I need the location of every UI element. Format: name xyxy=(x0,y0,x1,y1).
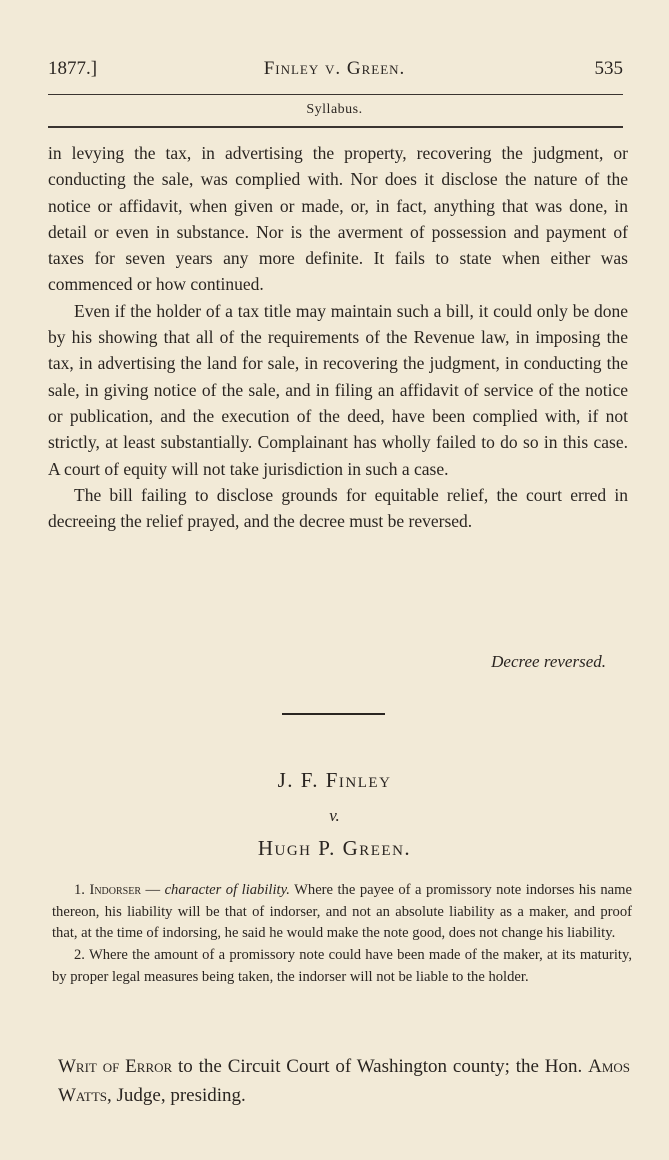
defendant-name: Hugh P. Green. xyxy=(257,836,412,860)
opinion-text xyxy=(48,140,628,534)
opinion-paragraph-3: The bill failing to disclose grounds for equitable relief, the court erred in decreeing the relief prayed, and the decree must be reversed. xyxy=(48,484,628,532)
headnote-1 xyxy=(52,880,632,945)
headnote-1-number: 1. xyxy=(74,882,85,898)
headnotes xyxy=(52,880,632,989)
judge-name: Amos Watts xyxy=(58,1056,630,1106)
writ-of-error-paragraph xyxy=(58,1052,630,1110)
writ-text-2: , Judge, presiding. xyxy=(107,1085,246,1106)
header-case-title: Finley v. Green. xyxy=(263,58,406,79)
case-separator-rule xyxy=(282,713,385,715)
headnote-2-number: 2. xyxy=(74,947,85,964)
section-rule xyxy=(48,126,623,128)
opinion-paragraph-2: Even if the holder of a tax title may maintain such a bill, it could only be done by his showing that all of the requirements of the Revenue law, in imposing the tax, in advertising the land for sale, in recovering the judgment, in conducting the sale, in giving notice of the sale, and in filing an affidavit of service of the notice or publication, and the execution of the deed, have been complied with, if not strictly, at least substantially. Complainant has wholly failed to do so in this case. A court of equity will not take jurisdiction in such a case. xyxy=(48,300,628,479)
headnote-1-heading: Indorser xyxy=(89,882,141,898)
headnote-1-text: Where the payee of a promissory note indorses his name thereon, his liability will be that of indorser, and not an absolute liability as a maker, and proof that, at the time of indorsing, he said he would make the note good, does not change his liability. xyxy=(52,882,632,942)
running-header xyxy=(0,58,669,88)
headnote-1-subheading: character of liability. xyxy=(164,882,290,898)
headnote-2 xyxy=(52,945,632,988)
opinion-paragraph-1: in levying the tax, in advertising the property, recovering the judgment, or conducting the sale, was complied with. Nor does it disclose the nature of the notice or affidavit, when given or made, or, in fact, anything that was done, in detail or even in substance. Nor is the averment of possession and payment of taxes for seven years any more definite. It fails to state when either was commenced or how continued. xyxy=(48,143,628,295)
headnote-2-text: Where the amount of a promissory note could have been made of the maker, at its maturity, by proper legal measures being taken, the indorser will not be liable to the holder. xyxy=(52,947,632,985)
decree-line: Decree reversed. xyxy=(491,652,606,671)
writ-text-1: to the Circuit Court of Washington county; the Hon. xyxy=(172,1056,589,1077)
page-number: 535 xyxy=(594,58,623,79)
header-rule xyxy=(48,94,623,95)
section-heading: Syllabus. xyxy=(306,102,363,117)
plaintiff-name: J. F. Finley xyxy=(277,768,392,792)
headnote-1-dash: — xyxy=(141,882,165,898)
header-year: 1877.] xyxy=(48,58,98,79)
writ-heading: Writ of Error xyxy=(58,1056,173,1077)
versus-label: v. xyxy=(329,806,340,825)
